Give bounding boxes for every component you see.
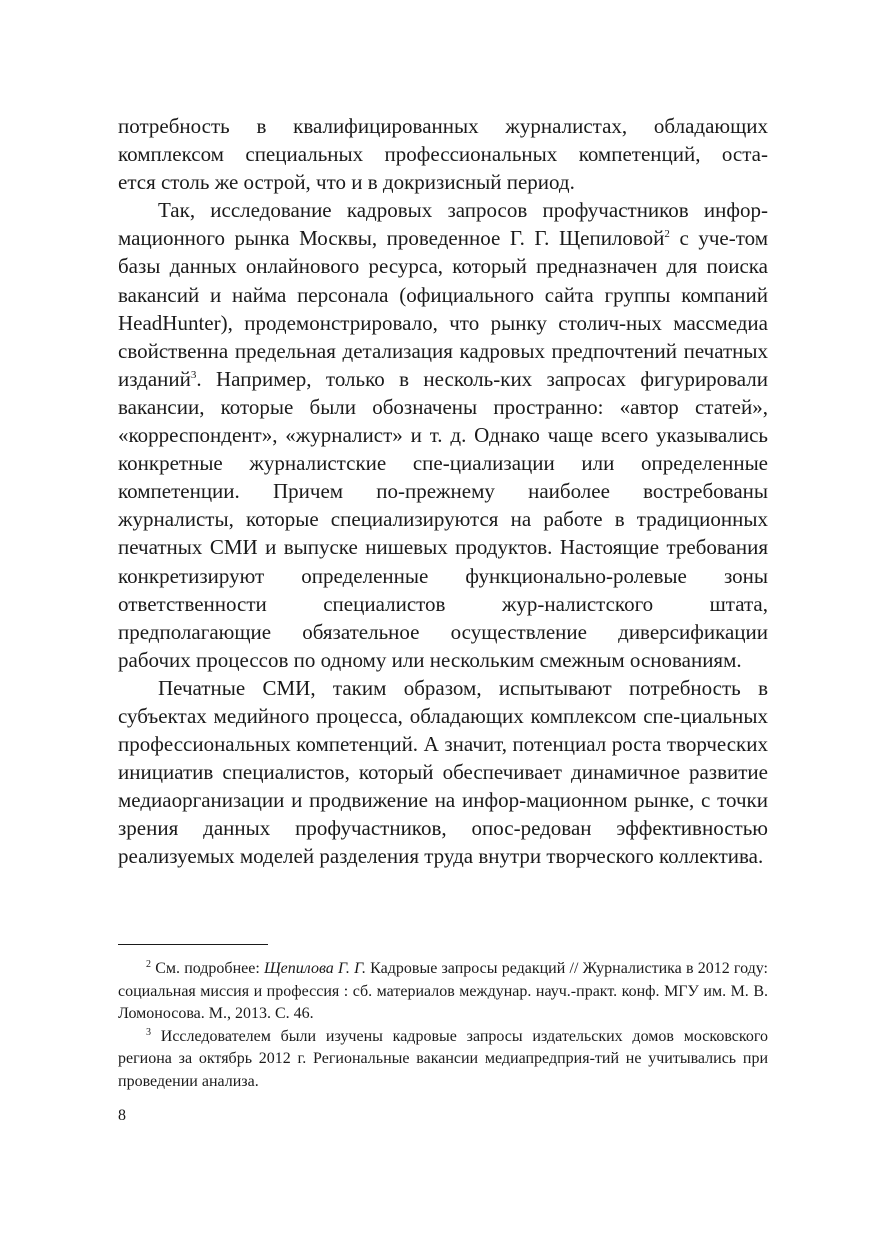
footnote-2: [118, 958, 768, 1026]
footnote-number: 3: [146, 1026, 151, 1038]
paragraph-line: комплексом специальных профессиональных компетенций, оста-: [118, 142, 768, 167]
paragraph-line: потребность в квалифицированных журналистах, обладающих: [118, 114, 768, 138]
page-number: 8: [118, 1107, 126, 1124]
paragraph-text-part: Так, исследование кадровых запросов профучастников инфор-мационного рынка Москвы, проведенное Г. Г. Щепиловой: [118, 198, 768, 251]
paragraph-text-part: с уче-том базы данных онлайнового ресурса, который предназначен для поиска вакансий и найма персонала (официального сайта группы компаний HeadHunter), продемонстрировало, что рынку столич-ных массмедиа свойственна предельная детализация кадровых предпочтений печатных изданий: [118, 226, 768, 391]
footnote-ref-2[interactable]: 2: [664, 228, 670, 241]
body-text: [118, 112, 768, 871]
footnote-author: Щепилова Г. Г.: [263, 960, 366, 977]
paragraph-conclusion: Печатные СМИ, таким образом, испытывают потребность в субъектах медийного процесса, обладающих комплексом спе-циальных профессиональных компетенций. А значит, потенциал роста творческих инициатив специалистов, который обеспечивает динамичное развитие медиаорганизации и продвижение на инфор-мационном рынке, с точки зрения данных профучастников, опос-редован эффективностью реализуемых моделей разделения труда внутри творческого коллектива.: [118, 675, 768, 869]
footnote-ref-3[interactable]: 3: [190, 368, 197, 381]
paragraph-text-part: . Например, только в несколь-ких запросах фигурировали вакансии, которые были обозначены пространно: «автор статей», «корреспондент», «журналист» и т. д. Однако чаще всего указывались конкретные журналистские спе-циализации или определенные компетенции. Причем по-прежнему наиболее востребованы журналисты, которые специализируются на работе в традиционных печатных СМИ и выпуске нишевых продуктов. Настоящие требования конкретизируют определенные функционально-ролевые зоны ответственности специалистов жур-налистского штата, предполагающие обязательное осуществление диверсификации рабочих процессов по одному или нескольким смежным основаниям.: [118, 366, 768, 672]
footnote-number: 2: [146, 959, 151, 970]
paragraph-research: [118, 196, 768, 674]
footnotes: [118, 958, 768, 1093]
footnote-prefix: См. подробнее:: [151, 960, 264, 977]
paragraph-continuation: [118, 112, 768, 196]
footnote-separator: [118, 944, 268, 945]
footnote-text: Кадровые запросы редакций // Журналистика в 2012 году: социальная миссия и профессия : сб. материалов междунар. науч.-практ. конф. МГУ им. М. В. Ломоносова. М., 2013. С. 46.: [118, 960, 769, 1022]
paragraph-line: ется столь же острой, что и в докризисный период.: [118, 170, 575, 195]
footnote-text: Исследователем были изучены кадровые запросы издательских домов московского региона за октябрь 2012 г. Региональные вакансии медиапредприя-тий не учитывались при проведении анализа.: [118, 1027, 768, 1090]
footnote-3: [118, 1026, 768, 1094]
